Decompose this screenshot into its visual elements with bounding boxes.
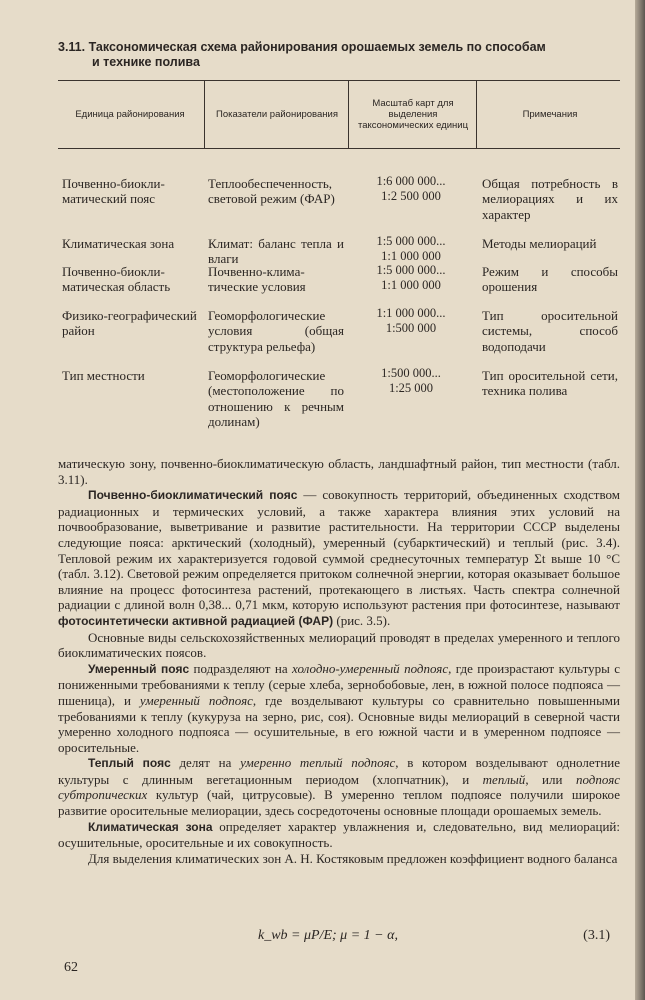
italic-term: холодно-умеренный подпояс: [292, 660, 449, 676]
header-indicators: Показатели районирования: [216, 108, 338, 120]
term: Климатическая зона: [88, 819, 213, 834]
table-cell-scale: [352, 263, 470, 294]
body-text: [58, 456, 620, 866]
term: Теплый пояс: [88, 756, 171, 771]
text-run: (рис. 3.5).: [333, 612, 391, 628]
text-run: — совокупность территорий, объединенных сходством радиационных и термических условий, а также характера влияния этих условий на почвообразование, выветривание и развитие растительности. На территории СССР выделены следующие пояса: арктический (холодный), умеренный (субарктический) и теплый (рис. 3.4). Тепловой режим их характеризуется годовой суммой среднесуточных температур Σt выше 10 °С (табл. 3.12). Световой режим определяется притоком солнечной энергии, которая оказывает большое влияние на процесс фотосинтеза растений, протекающего в листьях. Часть спектра солнечной радиации с длиной волн 0,38... 0,71 мкм, которую используют растения при фотосинтезе, называют: [58, 487, 620, 613]
scale-from: 1:500 000...: [381, 366, 441, 380]
italic-term: умеренно теплый подпояс: [240, 755, 396, 771]
scale-to: 1:25 000: [388, 381, 434, 396]
table-column-divider: [348, 80, 349, 148]
table-cell-note: Методы мелиораций: [482, 236, 597, 251]
table-cell-note: Общая потребность в мелиорациях и их характер: [482, 176, 618, 222]
equation-number: (3.1): [583, 928, 610, 943]
paragraph: [58, 819, 620, 851]
caption-number: 3.11.: [58, 40, 86, 54]
scale-to: 1:1 000 000: [381, 249, 441, 264]
table-column-divider: [476, 80, 477, 148]
table-cell-scale: [352, 306, 470, 337]
text-run: делят на: [170, 755, 241, 771]
italic-term: теплый: [482, 771, 526, 787]
table-cell-unit: Тип местности: [62, 368, 145, 383]
paragraph: Основные виды сельскохозяйственных мелиораций проводят в пределах умеренного и теплого биоклиматических поясов.: [58, 629, 620, 661]
table-cell-indicators: Почвенно-климатические условия: [208, 264, 306, 295]
table-caption: [58, 40, 628, 70]
table-cell-unit: Физико-географический район: [62, 308, 197, 339]
term: фотосинтетически активной радиацией (ФАР): [58, 613, 334, 628]
text-run: культур (чай, цитрусовые). В умеренно теплом подпоясе получили широкое развитие оросительные мелиорации, здесь сосредоточены основные площади орошаемых земель.: [58, 787, 620, 819]
table-cell-unit: Почвенно-биоклиматический пояс: [62, 176, 165, 207]
table-cell-note: Режим и способы орошения: [482, 264, 618, 295]
page-edge-shadow: [635, 0, 645, 1000]
scale-to: 1:1 000 000: [381, 278, 441, 293]
paragraph: матическую зону, почвенно-биоклиматическую область, ландшафтный район, тип местности (табл. 3.11).: [58, 456, 620, 487]
paragraph: [58, 487, 620, 629]
text-run: , где произрастают культуры с пониженными требованиями к теплу (серые хлеба, зернобобовые, лен, в южной полосе подпояса — пшеница), и: [58, 660, 620, 708]
table-top-rule: [58, 80, 620, 81]
caption-line-1: Таксономическая схема районирования орошаемых земель по способам: [88, 40, 546, 54]
table-cell-scale: [352, 174, 470, 205]
table-cell-note: Тип оросительной сети, техника полива: [482, 368, 618, 399]
scale-to: 1:2 500 000: [381, 189, 441, 204]
table-cell-scale: [352, 366, 470, 397]
table-cell-unit: Климатическая зона: [62, 236, 175, 251]
table-column-divider: [204, 80, 205, 148]
scale-to: 1:500 000: [385, 321, 437, 336]
equation-body: k_wb = μP/E; μ = 1 − α,: [258, 928, 398, 943]
paragraph: Для выделения климатических зон А. Н. Костяковым предложен коэффициент водного баланса: [88, 850, 618, 866]
header-unit: Единица районирования: [75, 108, 185, 120]
header-scale: Масштаб карт для выделения таксономических единиц: [357, 97, 469, 131]
table-cell-scale: [352, 234, 470, 265]
header-notes: Примечания: [522, 108, 578, 120]
page-number: 62: [64, 960, 78, 975]
paragraph: [58, 755, 620, 818]
text-run: , где возделывают культуры со сравнительно повышенными требованиями к теплу (кукуруза на зерно, рис, соя). Основные виды мелиораций в северной части умеренно холодного подпояса — осушительные, в его южной части и в умеренном подпоясе — оросительные.: [58, 692, 620, 755]
table-cell-indicators: Геоморфологические условия (общая структура рельефа): [208, 308, 344, 354]
term: Умеренный пояс: [88, 661, 190, 676]
table-cell-indicators: Геоморфологические (местоположение по отношению к речным долинам): [208, 368, 344, 430]
scale-from: 1:5 000 000...: [376, 263, 446, 277]
text-run: , в котором возделывают однолетние культуры с длинным вегетационным периодом (хлопчатник), и: [58, 755, 621, 787]
text-run: подразделяют на: [189, 660, 293, 676]
table-cell-indicators: Теплообеспеченность, световой режим (ФАР): [208, 176, 335, 207]
scale-from: 1:1 000 000...: [376, 306, 446, 320]
italic-term: умеренный подпояс: [139, 692, 253, 708]
text-run: определяет характер увлажнения и, следовательно, вид мелиораций: осушительные, оросительные и их совокупность.: [58, 818, 620, 851]
paragraph: [58, 661, 620, 756]
term: Почвенно-биоклиматический пояс: [88, 488, 298, 503]
table-cell-note: Тип оросительной системы, способ водоподачи: [482, 308, 618, 354]
table-cell-indicators: Климат: баланс тепла и влаги: [208, 236, 344, 267]
table-cell-unit: Почвенно-биоклиматическая область: [62, 264, 171, 295]
scale-from: 1:5 000 000...: [376, 234, 446, 248]
caption-line-2: и технике полива: [92, 55, 200, 69]
scale-from: 1:6 000 000...: [376, 174, 446, 188]
italic-term: подпояс субтропических: [58, 771, 621, 803]
text-run: , или: [525, 771, 576, 787]
table-header-rule: [58, 148, 620, 149]
